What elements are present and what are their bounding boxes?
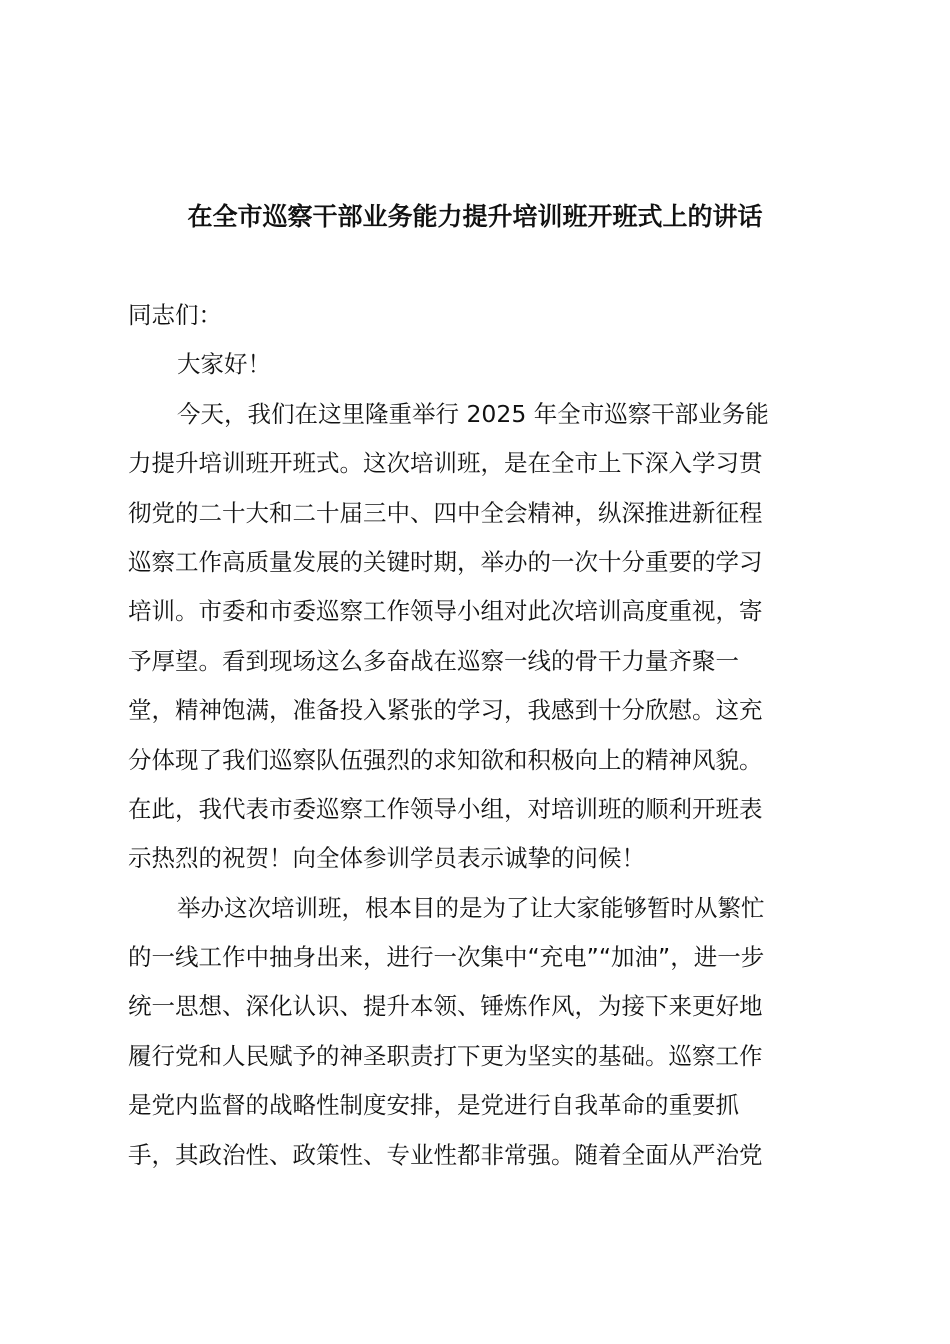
text-line: 分体现了我们巡察队伍强烈的求知欲和积极向上的精神风貌。 xyxy=(128,745,763,774)
document-body xyxy=(128,291,828,1180)
text-line: 手，其政治性、政策性、专业性都非常强。随着全面从严治党 xyxy=(128,1140,763,1169)
text-line: 予厚望。看到现场这么多奋战在巡察一线的骨干力量齐聚一 xyxy=(128,646,739,675)
text-line: 力提升培训班开班式。这次培训班，是在全市上下深入学习贯 xyxy=(128,449,763,478)
text-line: 是党内监督的战略性制度安排，是党进行自我革命的重要抓 xyxy=(128,1091,739,1120)
text-line: 彻党的二十大和二十届三中、四中全会精神，纵深推进新征程 xyxy=(128,498,763,527)
text-line: 巡察工作高质量发展的关键时期，举办的一次十分重要的学习 xyxy=(128,547,763,576)
text-line: 今天，我们在这里隆重举行 2025 年全市巡察干部业务能 xyxy=(177,399,769,428)
text-line: 培训。市委和市委巡察工作领导小组对此次培训高度重视，寄 xyxy=(128,597,763,626)
document-title: 在全市巡察干部业务能力提升培训班开班式上的讲话 xyxy=(187,202,763,231)
text-line: 在此，我代表市委巡察工作领导小组，对培训班的顺利开班表 xyxy=(128,794,763,823)
text-line: 统一思想、深化认识、提升本领、锤炼作风，为接下来更好地 xyxy=(128,992,763,1021)
text-line: 同志们： xyxy=(128,301,222,329)
text-line: 大家好！ xyxy=(177,350,271,379)
text-line: 示热烈的祝贺！向全体参训学员表示诚挚的问候！ xyxy=(128,844,645,873)
text-line: 举办这次培训班，根本目的是为了让大家能够暂时从繁忙 xyxy=(177,893,765,922)
text-line: 履行党和人民赋予的神圣职责打下更为坚实的基础。巡察工作 xyxy=(128,1041,763,1070)
text-line: 堂，精神饱满，准备投入紧张的学习，我感到十分欣慰。这充 xyxy=(128,696,763,725)
text-line: 的一线工作中抽身出来，进行一次集中“充电”“加油”，进一步 xyxy=(128,943,765,972)
